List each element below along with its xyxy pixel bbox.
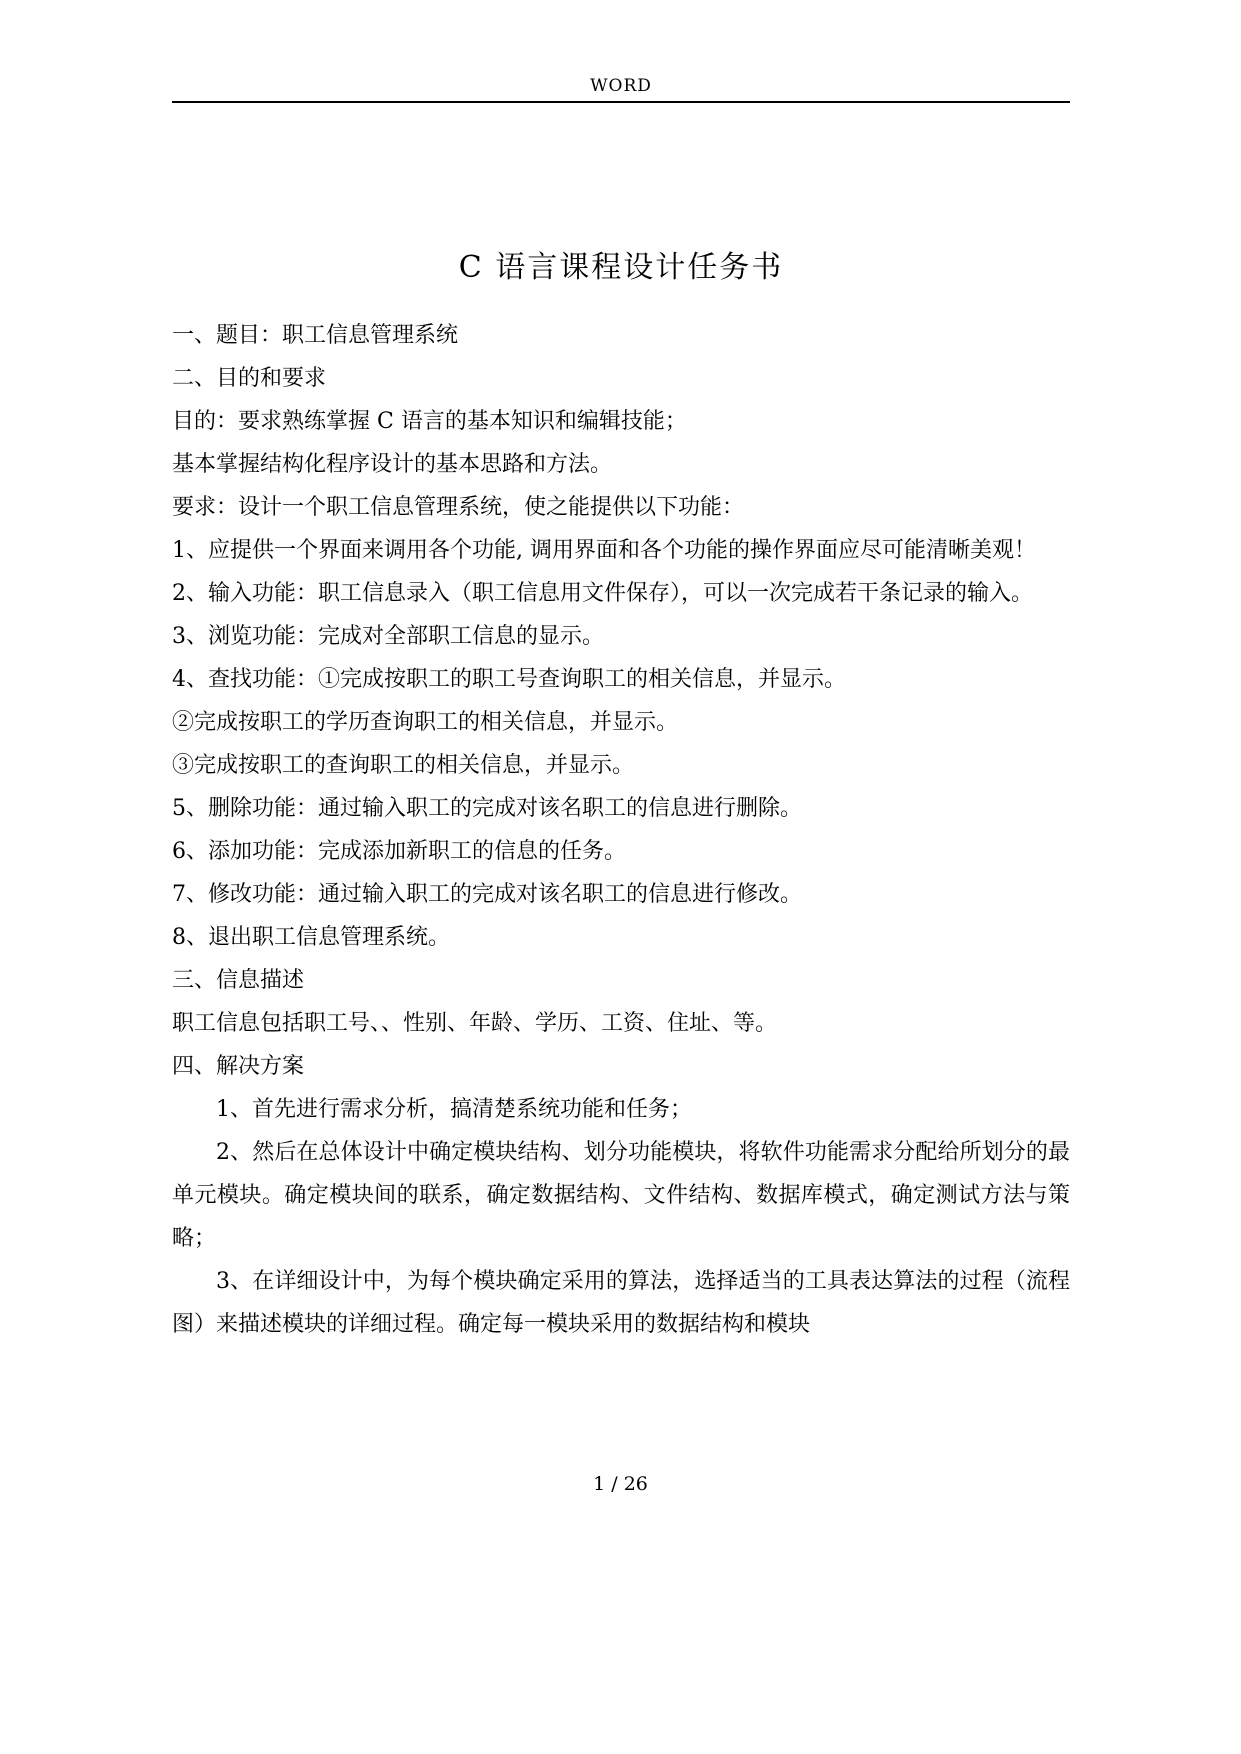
paragraph-requirement: 要求：设计一个职工信息管理系统，使之能提供以下功能：	[172, 495, 745, 520]
paragraph-purpose-cont: 基本掌握结构化程序设计的基本思路和方法。	[172, 452, 613, 477]
heading-topic: 一、题目：职工信息管理系统	[172, 323, 459, 348]
document-title: C 语言课程设计任务书	[458, 250, 784, 285]
list-item-1: 1、应提供一个界面来调用各个功能, 调用界面和各个功能的操作界面应尽可能清晰美观！	[172, 538, 1036, 563]
list-item-7: 7、修改功能：通过输入职工的完成对该名职工的信息进行修改。	[172, 882, 802, 907]
heading-info-description: 三、信息描述	[172, 968, 305, 993]
solution-step-2: 2、然后在总体设计中确定模块结构、划分功能模块，将软件功能需求分配给所划分的最单元模块。确定模块间的联系，确定数据结构、文件结构、数据库模式，确定测试方法与策略；	[172, 1140, 1070, 1251]
list-item-8: 8、退出职工信息管理系统。	[172, 925, 450, 950]
list-item-6: 6、添加功能：完成添加新职工的信息的任务。	[172, 839, 626, 864]
page-number: 1 / 26	[593, 1473, 648, 1495]
document-content	[172, 246, 1070, 1346]
list-item-3: 3、浏览功能：完成对全部职工信息的显示。	[172, 624, 604, 649]
list-item-4: 4、查找功能：①完成按职工的职工号查询职工的相关信息，并显示。	[172, 667, 846, 692]
paragraph-purpose: 目的：要求熟练掌握 C 语言的基本知识和编辑技能；	[172, 409, 687, 434]
heading-solution: 四、解决方案	[172, 1054, 305, 1079]
list-item-4-sub-3: ③完成按职工的查询职工的相关信息，并显示。	[172, 753, 635, 778]
list-item-2: 2、输入功能：职工信息录入（职工信息用文件保存），可以一次完成若干条记录的输入。	[172, 581, 1034, 606]
solution-step-1: 1、首先进行需求分析，搞清楚系统功能和任务；	[216, 1097, 692, 1122]
solution-step-3: 3、在详细设计中，为每个模块确定采用的算法，选择适当的工具表达算法的过程（流程图）来描述模块的详细过程。确定每一模块采用的数据结构和模块	[172, 1269, 1070, 1337]
page-header: WORD	[172, 76, 1070, 103]
paragraph-info: 职工信息包括职工号、、性别、年龄、学历、工资、住址、等。	[172, 1011, 778, 1036]
list-item-4-sub-2: ②完成按职工的学历查询职工的相关信息，并显示。	[172, 710, 679, 735]
list-item-5: 5、删除功能：通过输入职工的完成对该名职工的信息进行删除。	[172, 796, 802, 821]
heading-purpose: 二、目的和要求	[172, 366, 327, 391]
